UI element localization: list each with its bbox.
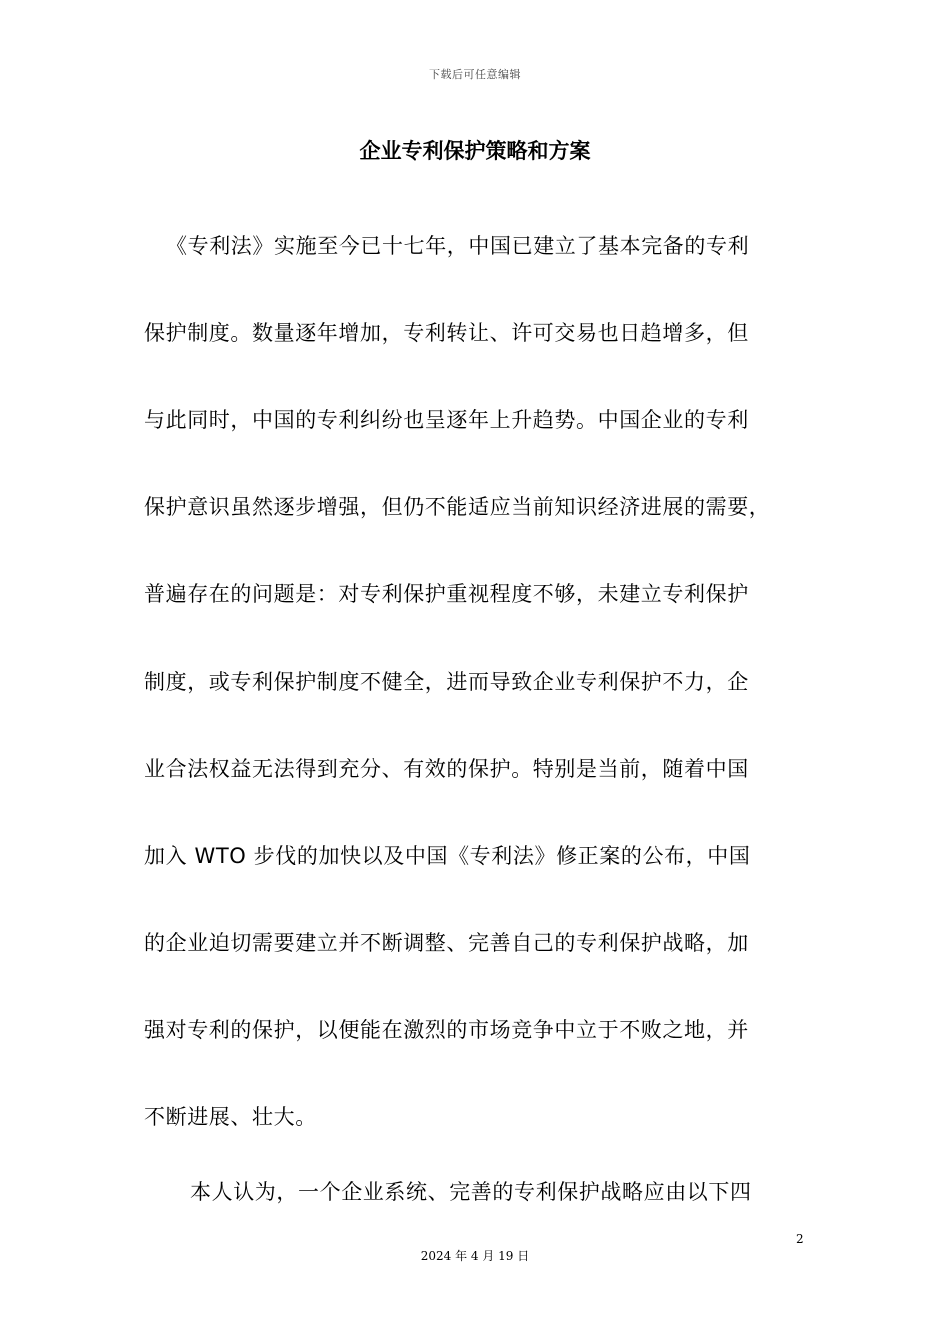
header-note: 下载后可任意编辑	[429, 68, 521, 81]
paragraph-line: 的企业迫切需要建立并不断调整、完善自己的专利保护战略，加	[144, 931, 749, 955]
paragraph-line: 不断进展、壮大。	[144, 1105, 317, 1129]
page-number: 2	[796, 1232, 804, 1246]
paragraph-line: 制度，或专利保护制度不健全，进而导致企业专利保护不力，企	[144, 670, 749, 694]
paragraph-line: 保护制度。数量逐年增加，专利转让、许可交易也日趋增多，但	[144, 321, 749, 345]
paragraph-line: 业合法权益无法得到充分、有效的保护。特别是当前，随着中国	[144, 757, 749, 781]
footer-date: 2024 年 4 月 19 日	[420, 1249, 530, 1263]
paragraph-line: 保护意识虽然逐步增强，但仍不能适应当前知识经济进展的需要，	[144, 495, 771, 519]
paragraph-line: 加入 WTO 步伐的加快以及中国《专利法》修正案的公布，中国	[144, 844, 751, 868]
paragraph-line: 本人认为，一个企业系统、完善的专利保护战略应由以下四	[190, 1180, 752, 1204]
document-title: 企业专利保护策略和方案	[359, 139, 591, 163]
paragraph-line: 强对专利的保护，以便能在激烈的市场竞争中立于不败之地，并	[144, 1018, 749, 1042]
paragraph-line: 普遍存在的问题是：对专利保护重视程度不够，未建立专利保护	[144, 582, 749, 606]
paragraph-line: 《专利法》实施至今已十七年，中国已建立了基本完备的专利	[166, 234, 750, 258]
paragraph-line: 与此同时，中国的专利纠纷也呈逐年上升趋势。中国企业的专利	[144, 408, 749, 432]
